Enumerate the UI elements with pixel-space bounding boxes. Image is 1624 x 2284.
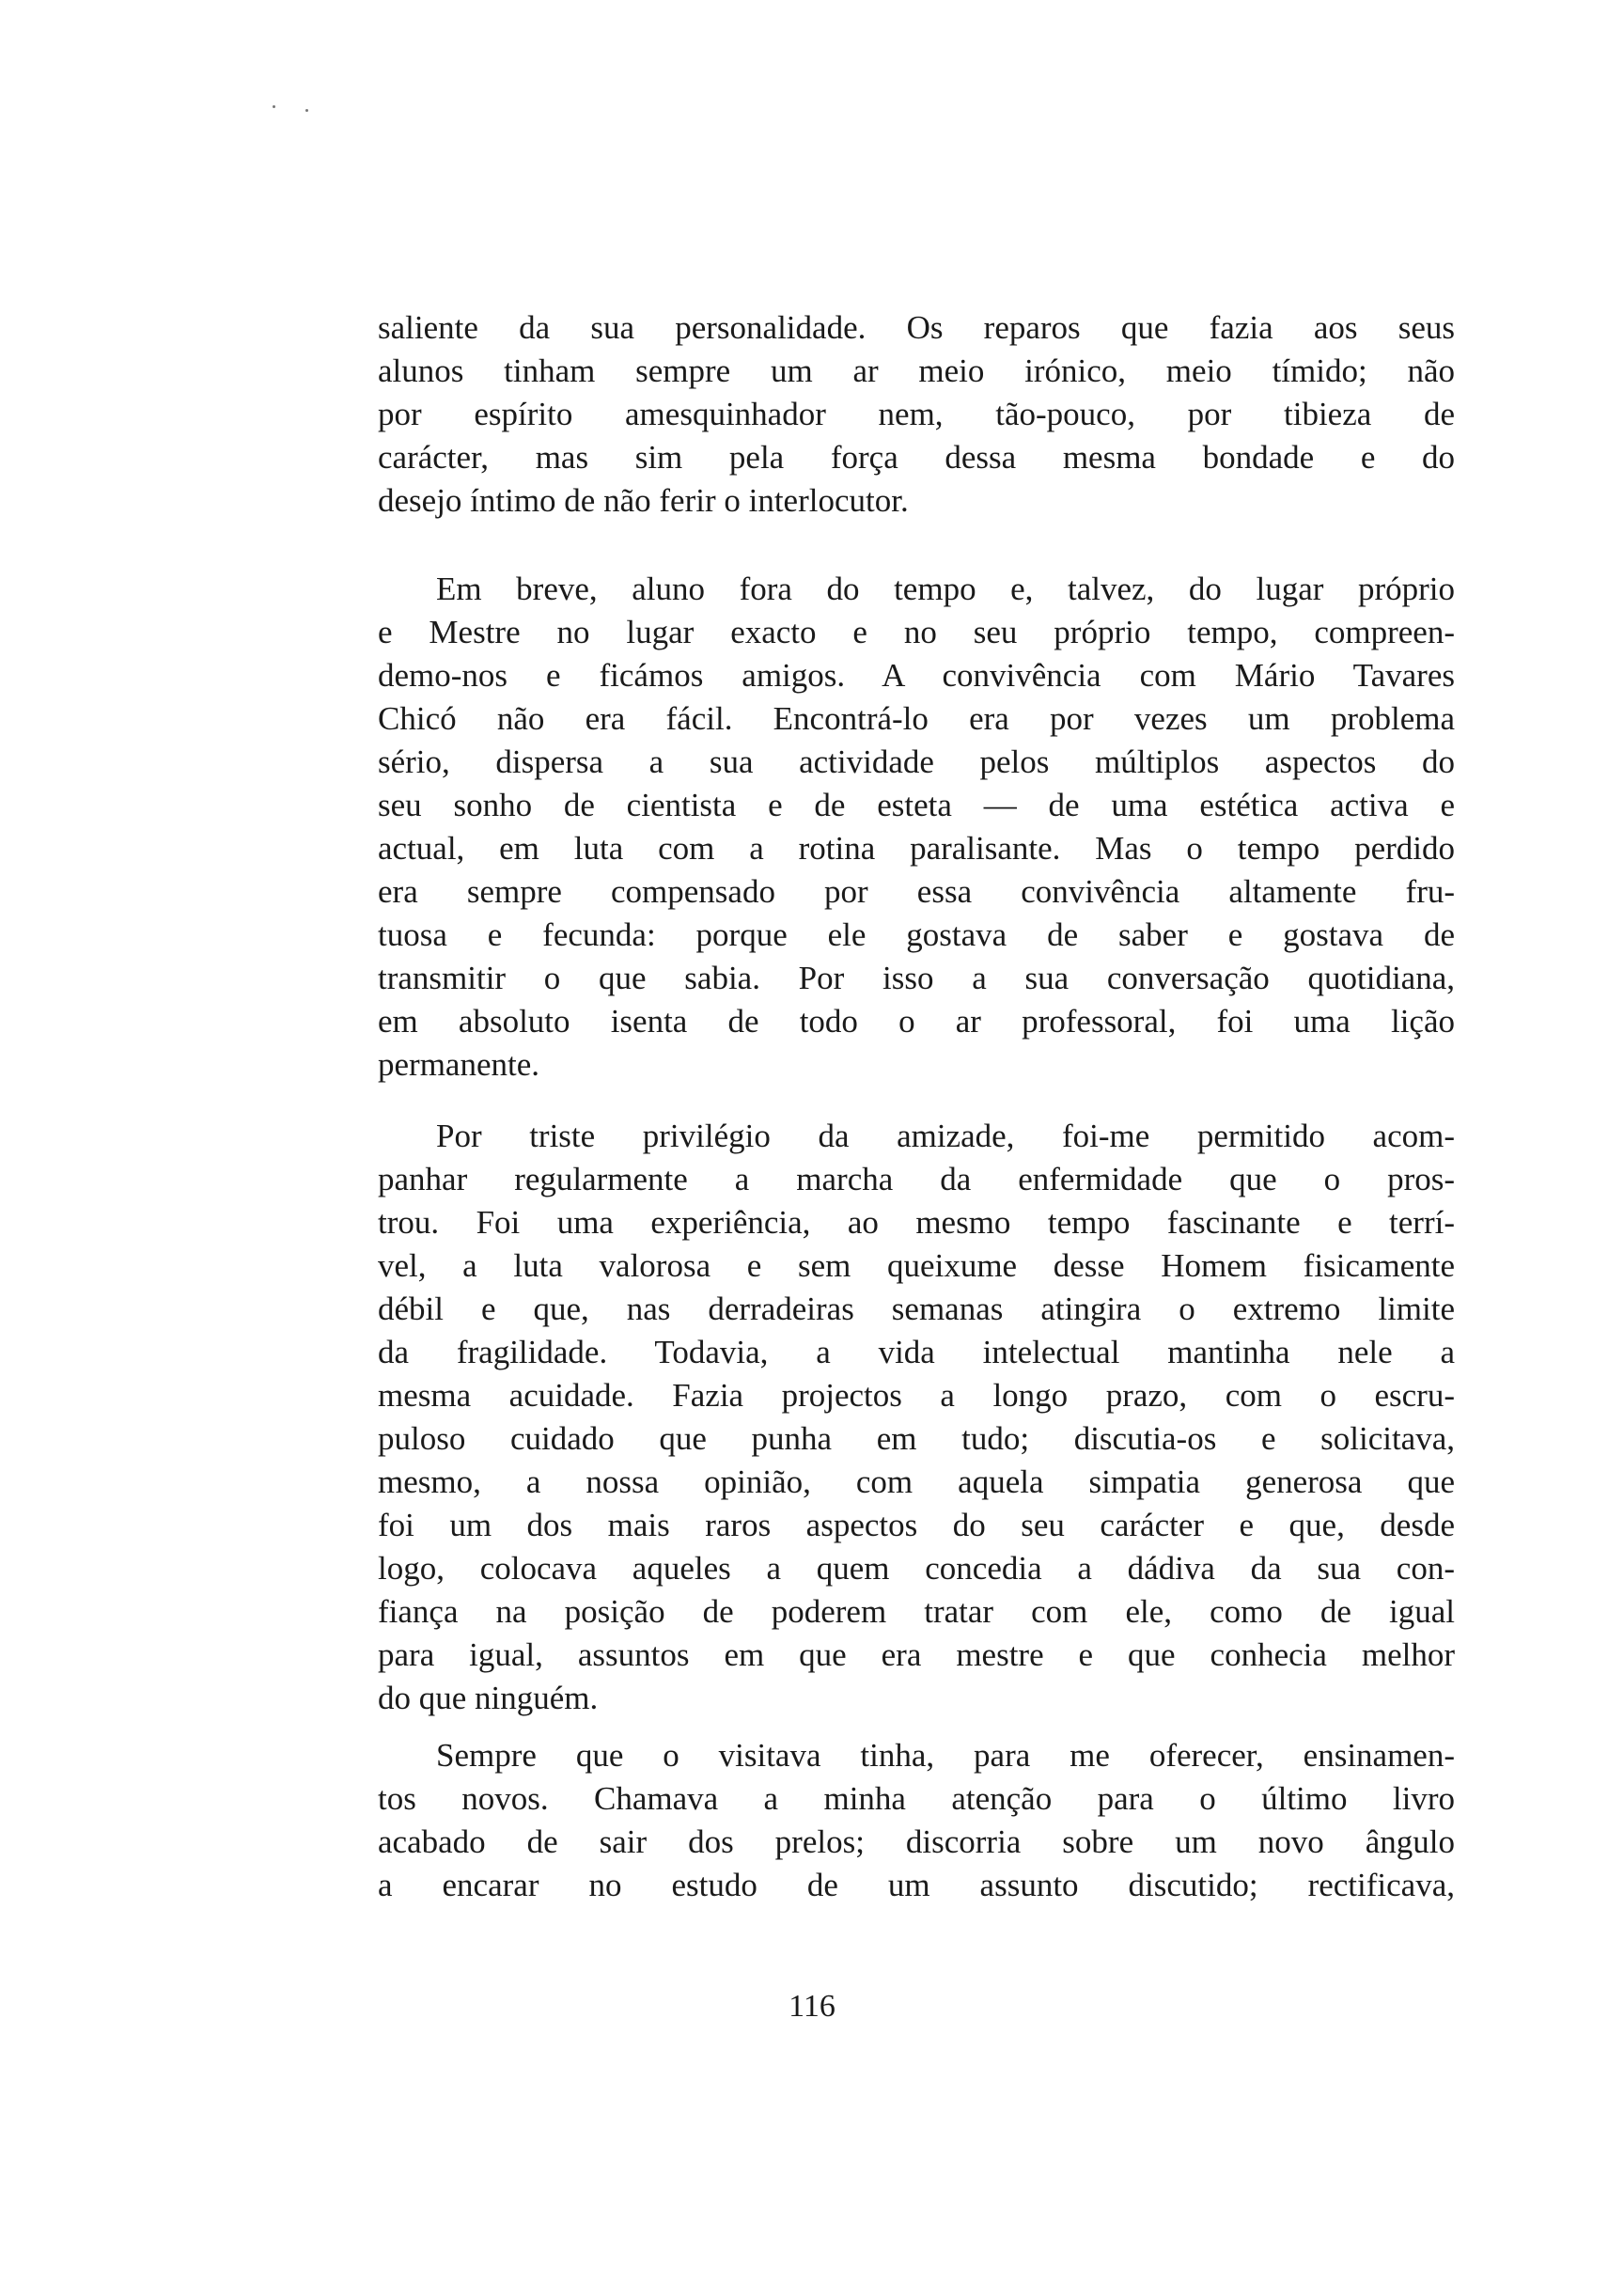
text-line: vel, a luta valorosa e sem queixume desse Homem fisicamente bbox=[378, 1247, 1455, 1284]
scan-speck bbox=[305, 109, 308, 112]
text-line: alunos tinham sempre um ar meio irónico, meio tímido; não bbox=[378, 352, 1455, 389]
text-line: débil e que, nas derradeiras semanas atingira o extremo limite bbox=[378, 1291, 1455, 1327]
text-line: por espírito amesquinhador nem, tão-pouco, por tibieza de bbox=[378, 396, 1455, 432]
text-line: Por triste privilégio da amizade, foi-me permitido acom- bbox=[436, 1118, 1455, 1154]
text-line: permanente. bbox=[378, 1046, 539, 1083]
text-line: actual, em luta com a rotina paralisante. Mas o tempo perdido bbox=[378, 830, 1455, 867]
text-line: tos novos. Chamava a minha atenção para o último livro bbox=[378, 1780, 1455, 1817]
text-line: Em breve, aluno fora do tempo e, talvez, do lugar próprio bbox=[436, 571, 1455, 607]
text-line: acabado de sair dos prelos; discorria sobre um novo ângulo bbox=[378, 1823, 1455, 1860]
text-line: panhar regularmente a marcha da enfermidade que o pros- bbox=[378, 1161, 1455, 1197]
text-line: demo-nos e ficámos amigos. A convivência com Mário Tavares bbox=[378, 657, 1455, 694]
text-line: saliente da sua personalidade. Os reparos que fazia aos seus bbox=[378, 309, 1455, 346]
text-line: para igual, assuntos em que era mestre e que conhecia melhor bbox=[378, 1636, 1455, 1673]
text-line: logo, colocava aqueles a quem concedia a dádiva da sua con- bbox=[378, 1550, 1455, 1587]
text-line: da fragilidade. Todavia, a vida intelectual mantinha nele a bbox=[378, 1334, 1455, 1370]
page-number: 116 bbox=[789, 1989, 835, 2024]
text-line: fiança na posição de poderem tratar com ele, como de igual bbox=[378, 1593, 1455, 1630]
text-line: em absoluto isenta de todo o ar professoral, foi uma lição bbox=[378, 1003, 1455, 1040]
text-line: e Mestre no lugar exacto e no seu próprio tempo, compreen- bbox=[378, 614, 1455, 650]
text-line: transmitir o que sabia. Por isso a sua conversação quotidiana, bbox=[378, 960, 1455, 996]
text-line: puloso cuidado que punha em tudo; discutia-os e solicitava, bbox=[378, 1420, 1455, 1457]
text-line: desejo íntimo de não ferir o interlocutor. bbox=[378, 482, 909, 519]
text-line: tuosa e fecunda: porque ele gostava de saber e gostava de bbox=[378, 916, 1455, 953]
text-line: Chicó não era fácil. Encontrá-lo era por vezes um problema bbox=[378, 700, 1455, 737]
scan-speck bbox=[273, 105, 275, 108]
text-line: Sempre que o visitava tinha, para me oferecer, ensinamen- bbox=[436, 1737, 1455, 1774]
paragraph bbox=[378, 1115, 1455, 1720]
text-line: seu sonho de cientista e de esteta — de uma estética activa e bbox=[378, 787, 1455, 823]
text-line: sério, dispersa a sua actividade pelos múltiplos aspectos do bbox=[378, 743, 1455, 780]
text-line: mesmo, a nossa opinião, com aquela simpatia generosa que bbox=[378, 1463, 1455, 1500]
paragraph bbox=[378, 568, 1455, 1087]
text-line: mesma acuidade. Fazia projectos a longo prazo, com o escru- bbox=[378, 1377, 1455, 1414]
paragraph bbox=[378, 306, 1455, 523]
paragraph bbox=[378, 1734, 1455, 1907]
text-line: a encarar no estudo de um assunto discutido; rectificava, bbox=[378, 1867, 1455, 1903]
text-line: foi um dos mais raros aspectos do seu carácter e que, desde bbox=[378, 1507, 1455, 1543]
text-line: era sempre compensado por essa convivência altamente fru- bbox=[378, 873, 1455, 910]
text-line: trou. Foi uma experiência, ao mesmo tempo fascinante e terrí- bbox=[378, 1204, 1455, 1241]
text-line: do que ninguém. bbox=[378, 1680, 599, 1716]
text-line: carácter, mas sim pela força dessa mesma bondade e do bbox=[378, 439, 1455, 476]
